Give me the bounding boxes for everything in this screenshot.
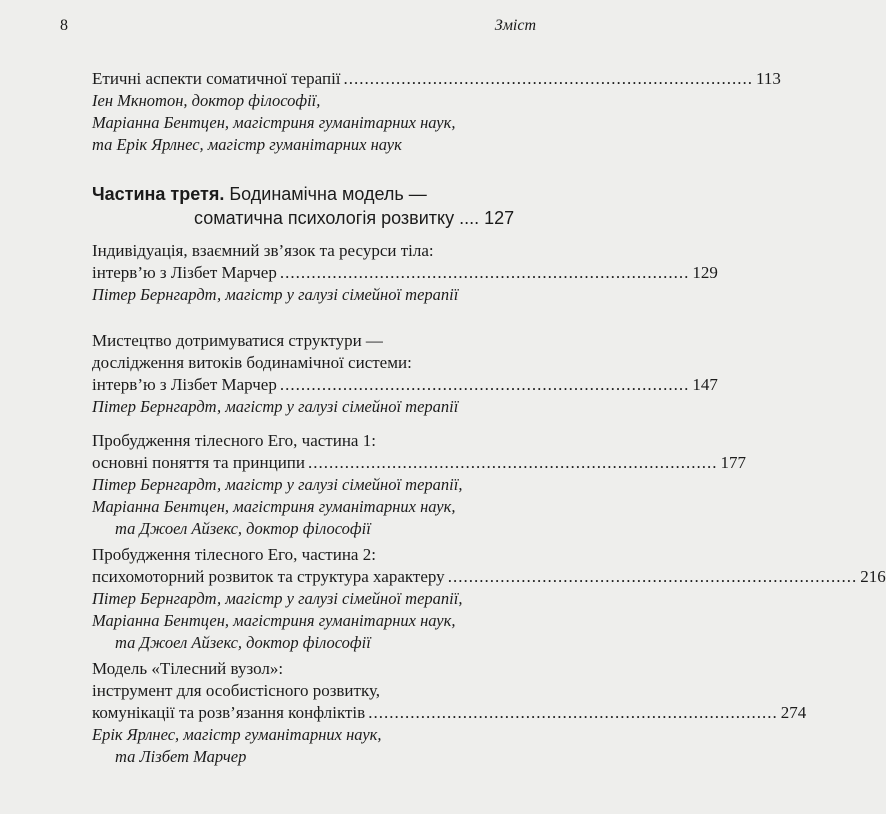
toc-entry-title: Пробудження тілесного Его, частина 1: xyxy=(92,431,376,450)
toc-entry-title-line xyxy=(92,566,886,588)
toc-entry-title: дослідження витоків бодинамічної системи: xyxy=(92,353,412,372)
toc-entry-title-line xyxy=(92,68,781,90)
leader-dots: .............................................................................. xyxy=(447,567,858,586)
toc-entry-title-line xyxy=(92,374,718,396)
toc-entry-title: інструмент для особистісного розвитку, xyxy=(92,681,381,700)
toc-entry-title: Пробудження тілесного Его, частина 2: xyxy=(92,545,376,564)
toc-author: Маріанна Бентцен, магістриня гуманітарних наук, xyxy=(92,611,456,630)
toc-page-number: 274 xyxy=(780,703,807,722)
toc-page-number: 177 xyxy=(720,453,746,472)
page-number: 8 xyxy=(60,17,68,34)
leader-dots: .............................................................................. xyxy=(343,69,754,88)
part-title: Бодинамічна модель — xyxy=(229,184,427,204)
toc-entry-title: Індивідуація, взаємний зв’язок та ресурси тіла: xyxy=(92,241,434,260)
toc-author: Ерік Ярлнес, магістр гуманітарних наук, xyxy=(92,725,382,744)
toc-author: Пітер Бернгардт, магістр у галузі сімейної терапії xyxy=(92,285,459,304)
toc-page-number: 216 xyxy=(860,567,886,586)
toc-author: Маріанна Бентцен, магістриня гуманітарних наук, xyxy=(92,497,456,516)
leader-dots: .... xyxy=(459,208,485,228)
toc-entry-title: психомоторний розвиток та структура характеру xyxy=(92,567,445,586)
toc-author: Пітер Бернгардт, магістр у галузі сімейної терапії xyxy=(92,397,459,416)
toc-entry-ethics[interactable] xyxy=(92,68,781,156)
toc-author: та Ерік Ярлнес, магістр гуманітарних наук xyxy=(92,135,402,154)
toc-author: та Джоел Айзекс, доктор філософії xyxy=(115,519,371,538)
toc-entry-title: комунікації та розв’язання конфліктів xyxy=(92,703,366,722)
toc-author: Маріанна Бентцен, магістриня гуманітарних наук, xyxy=(92,113,456,132)
toc-entry-title: Мистецтво дотримуватися структури — xyxy=(92,331,383,350)
part-heading-line xyxy=(92,206,514,230)
toc-entry-title-line xyxy=(92,262,718,284)
toc-entry-title: основні поняття та принципи xyxy=(92,453,305,472)
part-title-continued: соматична психологія розвитку xyxy=(194,208,455,228)
leader-dots: .............................................................................. xyxy=(279,375,690,394)
toc-author: Пітер Бернгардт, магістр у галузі сімейної терапії, xyxy=(92,589,463,608)
toc-page-number: 127 xyxy=(484,208,515,228)
toc-page-number: 129 xyxy=(692,263,718,282)
toc-author: Пітер Бернгардт, магістр у галузі сімейної терапії, xyxy=(92,475,463,494)
leader-dots: .............................................................................. xyxy=(279,263,690,282)
toc-entry-structure[interactable] xyxy=(92,330,718,418)
toc-entry-body-ego-part-1[interactable] xyxy=(92,430,746,540)
toc-entry-individuation[interactable] xyxy=(92,240,718,306)
toc-entry-body-knot-model[interactable] xyxy=(92,658,807,768)
part-label: Частина третя. xyxy=(92,184,225,204)
toc-entry-body-ego-part-2[interactable] xyxy=(92,544,886,654)
toc-entry-title-line xyxy=(92,452,746,474)
leader-dots: .............................................................................. xyxy=(308,453,718,472)
part-heading-line xyxy=(92,182,514,206)
toc-entry-title: Модель «Тілесний вузол»: xyxy=(92,659,284,678)
toc-entry-title: Етичні аспекти соматичної терапії xyxy=(92,69,341,88)
toc-author: та Джоел Айзекс, доктор філософії xyxy=(115,633,371,652)
running-head: Зміст xyxy=(494,17,536,34)
toc-part-three[interactable] xyxy=(92,182,514,230)
toc-entry-title-line xyxy=(92,702,807,724)
toc-entry-title: інтерв’ю з Лізбет Марчер xyxy=(92,375,277,394)
toc-author: та Лізбет Марчер xyxy=(115,747,247,766)
toc-page-number: 113 xyxy=(756,69,781,88)
toc-entry-title: інтерв’ю з Лізбет Марчер xyxy=(92,263,277,282)
toc-page-number: 147 xyxy=(692,375,718,394)
toc-author: Іен Мкнотон, доктор філософії, xyxy=(92,91,321,110)
leader-dots: .............................................................................. xyxy=(368,703,778,722)
